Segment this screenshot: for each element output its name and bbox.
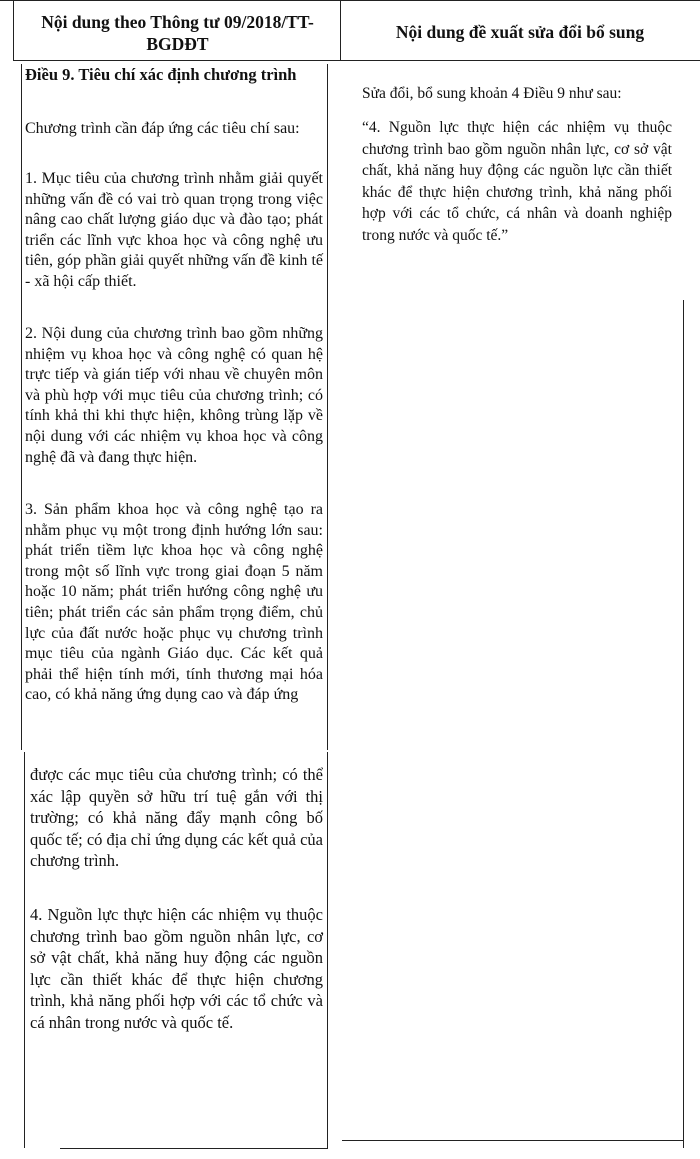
left-column-header: Nội dung theo Thông tư 09/2018/TT-BGDĐT	[41, 12, 314, 54]
header-bottom-border	[13, 60, 700, 61]
right-column-header: Nội dung đề xuất sửa đổi bổ sung	[395, 22, 645, 42]
criteria-intro: Chương trình cần đáp ứng các tiêu chí sau:	[25, 120, 300, 137]
right-cell-bottom-border	[342, 1140, 684, 1141]
amendment-intro: Sửa đổi, bổ sung khoản 4 Điều 9 như sau:	[362, 85, 622, 102]
proposed-clause-4: “4. Nguồn lực thực hiện các nhiệm vụ thuộc chương trình bao gồm nguồn nhân lực, cơ sở vật chất, khả năng huy động các nguồn lực cần thiết khác để thực hiện chương trình, khả năng phối hợp với các tổ chức, cá nhân và doanh nghiệp trong nước và quốc tế.”	[362, 119, 672, 244]
left-outer-border	[13, 0, 14, 60]
right-cell-right-border	[683, 300, 684, 1148]
article-heading: Điều 9. Tiêu chí xác định chương trình	[25, 65, 297, 84]
left-cell-right-border	[327, 64, 328, 750]
criterion-1: 1. Mục tiêu của chương trình nhằm giải quyết những vấn đề có vai trò quan trọng trong việc nâng cao chất lượng giáo dục và đào tạo; phát triển các lĩnh vực khoa học và công nghệ ưu tiên, góp phần giải quyết những vấn đề kinh tế - xã hội cấp thiết.	[25, 170, 323, 290]
table-top-border	[0, 0, 700, 1]
left-cell-left-border	[21, 64, 22, 750]
column-divider	[340, 0, 341, 60]
criterion-3-part-2: được các mục tiêu của chương trình; có thể xác lập quyền sở hữu trí tuệ gắn với thị trường; có khả năng đẩy mạnh công bố quốc tế; có địa chỉ ứng dụng các kết quả của chương trình.	[30, 765, 323, 870]
left-cell-bottom-border	[60, 1148, 328, 1149]
criterion-3-part-1: 3. Sản phẩm khoa học và công nghệ tạo ra nhằm phục vụ một trong định hướng lớn sau: phát triển tiềm lực khoa học và công nghệ trong một số lĩnh vực trong giai đoạn 5 năm hoặc 10 năm; phát triển hướng công nghệ ưu tiên; phát triển các sản phẩm trọng điểm, chủ lực của đất nước hoặc phục vụ chương trình mục tiêu của ngành Giáo dục. Các kết quả phải thể hiện tính mới, tính thương mại hóa cao, có khả năng ứng dụng cao và đáp ứng	[25, 501, 323, 704]
left-cell-right-border-lower	[327, 752, 328, 1148]
criterion-4: 4. Nguồn lực thực hiện các nhiệm vụ thuộc chương trình bao gồm nguồn nhân lực, cơ sở vật chất, khả năng huy động các nguồn lực cần thiết khác để thực hiện chương trình, khả năng phối hợp với các tổ chức và cá nhân trong nước và quốc tế.	[30, 905, 323, 1032]
left-cell-left-border-lower	[24, 752, 25, 1148]
criterion-2: 2. Nội dung của chương trình bao gồm những nhiệm vụ khoa học và công nghệ có quan hệ trực tiếp và gián tiếp với nhau về chuyên môn và phù hợp với mục tiêu của chương trình; có tính khả thi khi thực hiện, không trùng lặp về nội dung với các nhiệm vụ khoa học và công nghệ đã và đang thực hiện.	[25, 325, 323, 466]
